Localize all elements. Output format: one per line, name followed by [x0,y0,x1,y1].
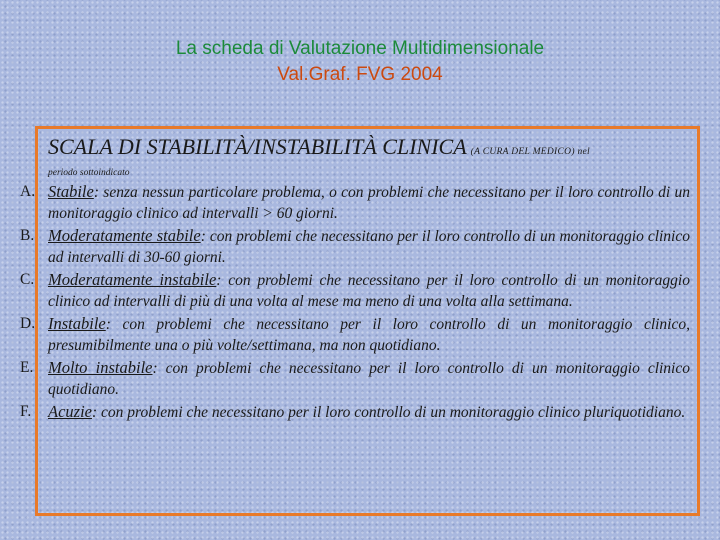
item-letter: C. [20,271,35,288]
item-text: : senza nessun particolare problema, o con problemi che necessitano per il loro controllo di un monitoraggio clinico ad intervalli > 60 giorni. [48,184,690,222]
item-term: Moderatamente instabile [48,270,217,289]
list-item [20,181,690,224]
item-term: Acuzie [48,402,92,421]
item-term: Molto instabile [48,358,153,377]
list-item [20,357,690,400]
list-item [20,269,690,312]
list-item [20,313,690,356]
scale-heading [48,134,708,160]
item-term: Stabile [48,182,94,201]
item-text: : con problemi che necessitano per il loro controllo di un monitoraggio clinico ad intervalli di 30-60 giorni. [48,228,690,266]
scale-heading-note: (A CURA DEL MEDICO) nel [470,147,590,157]
item-letter: D. [20,315,36,332]
stability-list [20,181,690,424]
list-item [20,401,690,423]
item-letter: F. [20,403,32,420]
item-letter: E. [20,359,34,376]
page-title: La scheda di Valutazione Multidimensionale [175,38,545,59]
scale-subnote: periodo sottoindicato [48,168,130,178]
item-term: Instabile [48,314,106,333]
item-letter: B. [20,227,35,244]
item-text: : con problemi che necessitano per il loro controllo di un monitoraggio clinico pluriquotidiano. [91,404,686,421]
item-text: : con problemi che necessitano per il loro controllo di un monitoraggio clinico, presumibilmente una o più volte/settimana, ma non quotidiano. [48,316,690,354]
page-subtitle: Val.Graf. FVG 2004 [277,64,443,85]
item-letter: A. [20,183,36,200]
item-term: Moderatamente stabile [48,226,201,245]
item-text: : con problemi che necessitano per il loro controllo di un monitoraggio clinico ad intervalli di più di una volta al mese ma meno di una volta alla settimana. [48,272,690,310]
scale-heading-text: SCALA DI STABILITÀ/INSTABILITÀ CLINICA [48,134,467,159]
item-text: : con problemi che necessitano per il loro controllo di un monitoraggio clinico quotidiano. [48,360,690,398]
list-item [20,225,690,268]
